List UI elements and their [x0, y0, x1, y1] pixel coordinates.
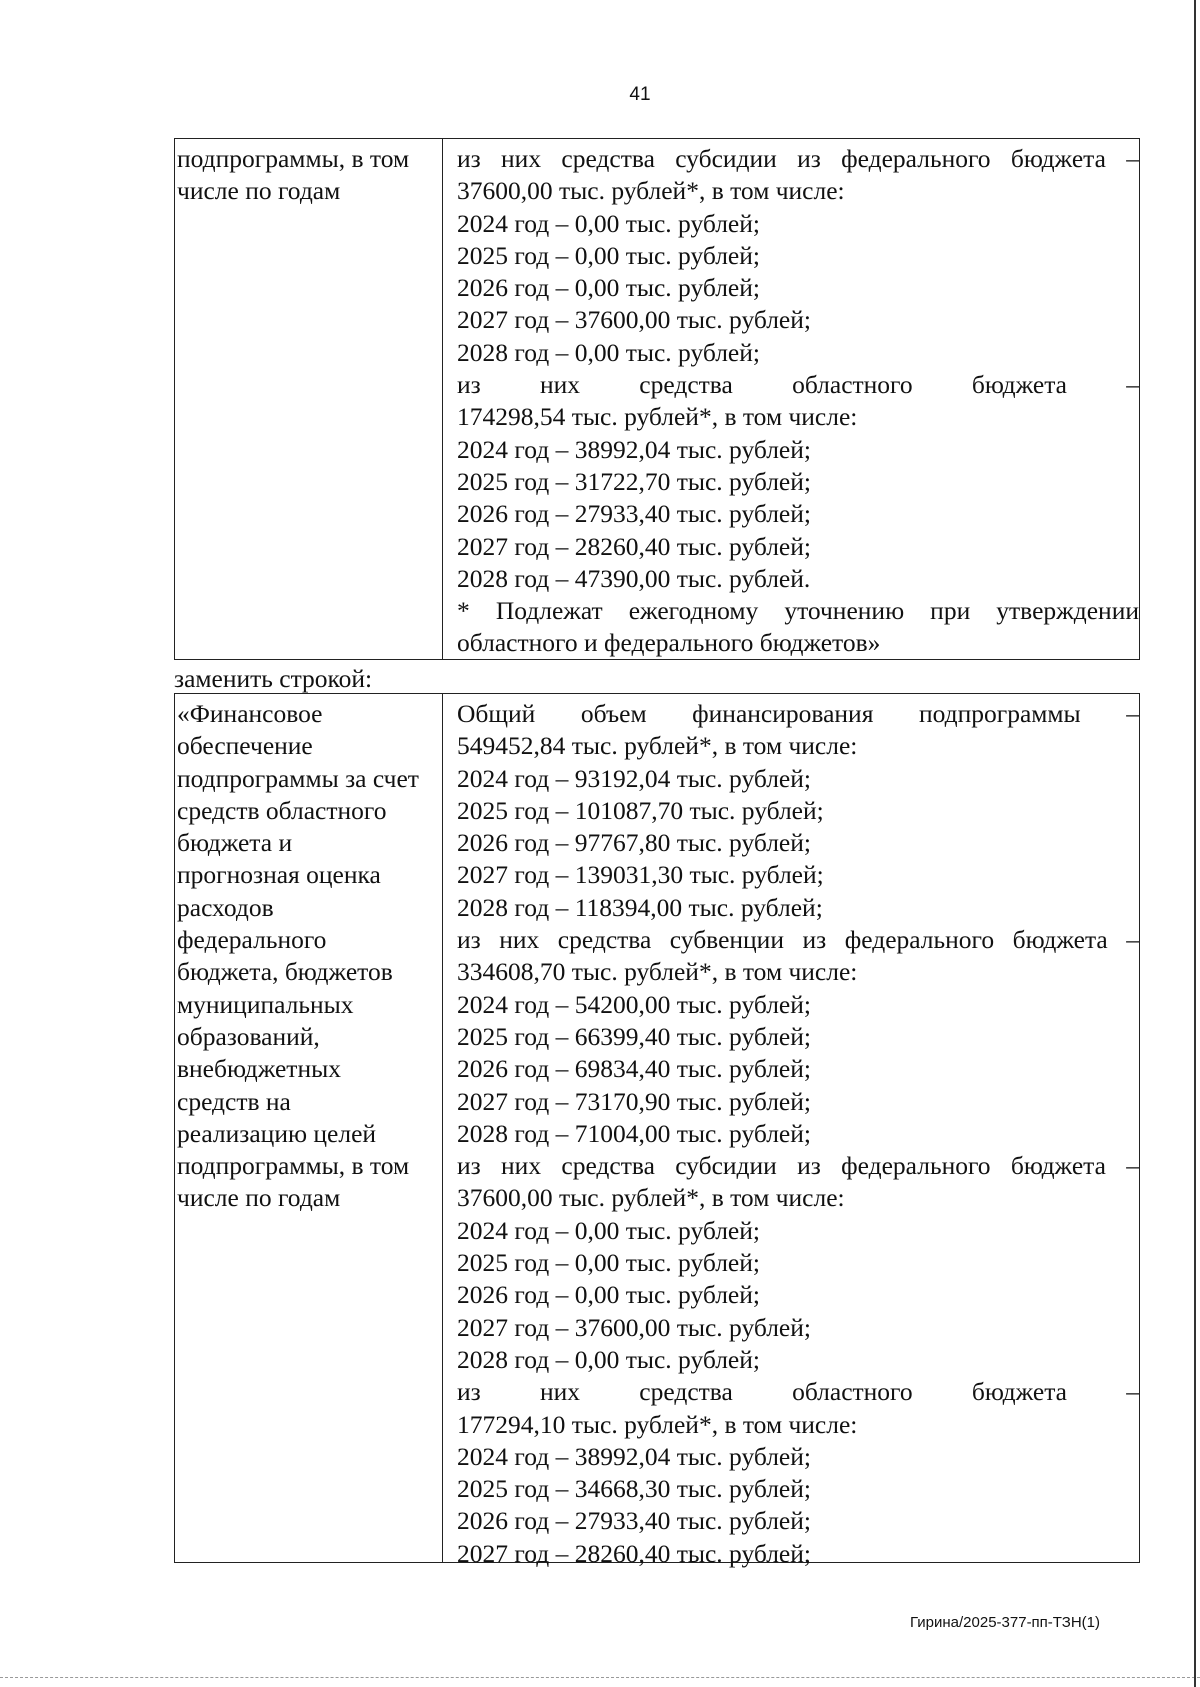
text-line: из них средства областного бюджета – [457, 370, 1139, 400]
text-line: 2024 год – 54200,00 тыс. рублей; [457, 989, 811, 1019]
text-line: 2027 год – 28260,40 тыс. рублей; [457, 1538, 811, 1568]
page-edge [1194, 0, 1196, 1687]
text-line: 2025 год – 66399,40 тыс. рублей; [457, 1021, 811, 1051]
text-line: реализацию целей [177, 1118, 377, 1148]
text-line: расходов [177, 892, 274, 922]
text-line: обеспечение [177, 731, 313, 761]
text-line: 2027 год – 139031,30 тыс. рублей; [457, 860, 824, 890]
text-line: 37600,00 тыс. рублей*, в том числе: [457, 176, 845, 206]
text-line: числе по годам [177, 176, 341, 206]
text-line: образований, [177, 1021, 320, 1051]
row-header-cell [175, 694, 443, 1562]
text-line: подпрограммы, в том [177, 144, 410, 173]
text-line: из них средства областного бюджета – [457, 1377, 1139, 1407]
text-line: федерального [177, 925, 327, 955]
text-line: 2024 год – 0,00 тыс. рублей; [457, 1215, 760, 1245]
funding-table-old [174, 138, 1140, 660]
text-line: 2027 год – 37600,00 тыс. рублей; [457, 1312, 811, 1342]
text-line: прогнозная оценка [177, 860, 381, 890]
text-line: 2026 год – 27933,40 тыс. рублей; [457, 1506, 811, 1536]
funding-table-new [174, 693, 1140, 1568]
text-line: средств областного [177, 795, 387, 825]
row-value-cell [443, 694, 1139, 1568]
text-line: бюджета и [177, 828, 293, 858]
text-line: 2024 год – 38992,04 тыс. рублей; [457, 434, 811, 464]
text-line: «Финансовое [177, 699, 323, 728]
text-line: 2026 год – 0,00 тыс. рублей; [457, 273, 760, 303]
page-number: 41 [629, 84, 651, 105]
text-line: 549452,84 тыс. рублей*, в том числе: [457, 731, 858, 761]
text-line: 2025 год – 0,00 тыс. рублей; [457, 240, 760, 270]
text-line: из них средства субсидии из федерального бюджета – [457, 1151, 1139, 1181]
text-line: 174298,54 тыс. рублей*, в том числе: [457, 402, 858, 432]
text-line: 2025 год – 31722,70 тыс. рублей; [457, 466, 811, 496]
text-line: 2027 год – 28260,40 тыс. рублей; [457, 531, 811, 561]
text-line: подпрограммы, в том [177, 1151, 410, 1181]
text-line: областного и федерального бюджетов» [457, 628, 881, 658]
text-line: из них средства субсидии из федерального бюджета – [457, 144, 1139, 173]
text-line: 2025 год – 34668,30 тыс. рублей; [457, 1474, 811, 1504]
text-line: 2027 год – 73170,90 тыс. рублей; [457, 1086, 811, 1116]
text-line: 2028 год – 0,00 тыс. рублей; [457, 1344, 760, 1374]
text-line: 2024 год – 93192,04 тыс. рублей; [457, 763, 811, 793]
text-line: Общий объем финансирования подпрограммы – [457, 699, 1139, 728]
text-line: 2026 год – 27933,40 тыс. рублей; [457, 499, 811, 529]
text-line: подпрограммы за счет [177, 763, 419, 793]
text-line: числе по годам [177, 1183, 341, 1213]
scan-divider [0, 1677, 1200, 1679]
text-line: * Подлежат ежегодному уточнению при утверждении [457, 596, 1139, 626]
document-footer-code: Гирина/2025-377-пп-ТЗН(1) [910, 1614, 1101, 1631]
row-value-cell [443, 139, 1139, 659]
text-line: из них средства субвенции из федерального бюджета – [457, 925, 1139, 955]
text-line: 2028 год – 71004,00 тыс. рублей; [457, 1118, 811, 1148]
replace-instruction: заменить строкой: [174, 664, 373, 693]
text-line: 37600,00 тыс. рублей*, в том числе: [457, 1183, 845, 1213]
text-line: 2027 год – 37600,00 тыс. рублей; [457, 305, 811, 335]
text-line: 2025 год – 101087,70 тыс. рублей; [457, 795, 824, 825]
text-line: бюджета, бюджетов [177, 957, 393, 987]
text-line: 334608,70 тыс. рублей*, в том числе: [457, 957, 858, 987]
text-line: 2024 год – 38992,04 тыс. рублей; [457, 1441, 811, 1471]
text-line: 177294,10 тыс. рублей*, в том числе: [457, 1409, 858, 1439]
text-line: 2028 год – 118394,00 тыс. рублей; [457, 892, 823, 922]
row-header-cell [175, 139, 443, 659]
text-line: муниципальных [177, 989, 354, 1019]
text-line: 2026 год – 69834,40 тыс. рублей; [457, 1054, 811, 1084]
text-line: внебюджетных [177, 1054, 341, 1084]
text-line: 2024 год – 0,00 тыс. рублей; [457, 208, 760, 238]
text-line: средств на [177, 1086, 291, 1116]
text-line: 2026 год – 97767,80 тыс. рублей; [457, 828, 811, 858]
text-line: 2028 год – 47390,00 тыс. рублей. [457, 563, 811, 593]
text-line: 2026 год – 0,00 тыс. рублей; [457, 1280, 760, 1310]
text-line: 2025 год – 0,00 тыс. рублей; [457, 1248, 760, 1278]
text-line: 2028 год – 0,00 тыс. рублей; [457, 337, 760, 367]
